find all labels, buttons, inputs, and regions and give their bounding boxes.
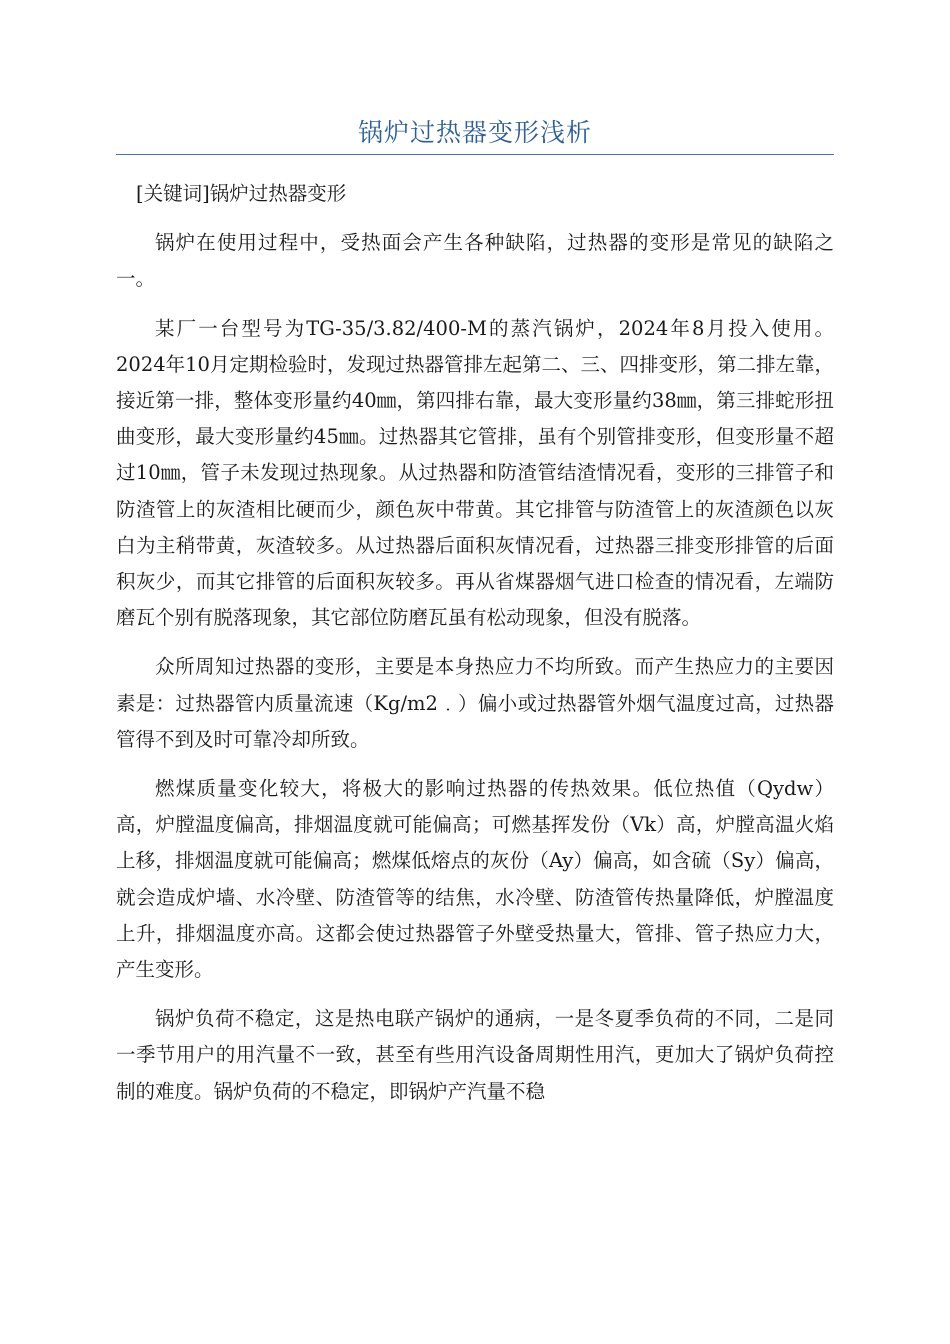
document-page <box>116 0 834 1123</box>
keywords-line: [关键词]锅炉过热器变形 <box>136 182 347 205</box>
paragraph-4: 燃煤质量变化较大，将极大的影响过热器的传热效果。低位热值（Qydw）高，炉膛温度偏高，排烟温度就可能偏高；可燃基挥发份（Vk）高，炉膛高温火焰上移，排烟温度就可能偏高；燃煤低熔点的灰份（Ay）偏高，如含硫（Sy）偏高，就会造成炉墙、水冷壁、防渣管等的结焦，水冷壁、防渣管传热量降低，炉膛温度上升，排烟温度亦高。这都会使过热器管子外壁受热量大，管排、管子热应力大，产生变形。 <box>116 777 834 982</box>
paragraph-3: 众所周知过热器的变形，主要是本身热应力不均所致。而产生热应力的主要因素是：过热器管内质量流速（Kg/m2﹒）偏小或过热器管外烟气温度过高，过热器管得不到及时可靠冷却所致。 <box>116 655 834 751</box>
paragraph-2: 某厂一台型号为TG-35/3.82/400-M的蒸汽锅炉，2024年8月投入使用。2024年10月定期检验时，发现过热器管排左起第二、三、四排变形，第二排左靠，接近第一排，整体变形量约40㎜，第四排右靠，最大变形量约38㎜，第三排蛇形扭曲变形，最大变形量约45㎜。过热器其它管排，虽有个别管排变形，但变形量不超过10㎜，管子未发现过热现象。从过热器和防渣管结渣情况看，变形的三排管子和防渣管上的灰渣相比硬而少，颜色灰中带黄。其它排管与防渣管上的灰渣颜色以灰白为主稍带黄，灰渣较多。从过热器后面积灰情况看，过热器三排变形排管的后面积灰少，而其它排管的后面积灰较多。再从省煤器烟气进口检查的情况看，左端防磨瓦个别有脱落现象，其它部位防磨瓦虽有松动现象，但没有脱落。 <box>116 316 834 630</box>
page-title: 锅炉过热器变形浅析 <box>357 118 592 147</box>
paragraph-5: 锅炉负荷不稳定，这是热电联产锅炉的通病，一是冬夏季负荷的不同，二是同一季节用户的用汽量不一致，甚至有些用汽设备周期性用汽，更加大了锅炉负荷控制的难度。锅炉负荷的不稳定，即锅炉产汽量不稳 <box>116 1007 834 1103</box>
paragraph-1: 锅炉在使用过程中，受热面会产生各种缺陷，过热器的变形是常见的缺陷之一。 <box>116 231 834 291</box>
document-body <box>116 176 834 1110</box>
title-underline <box>116 154 834 155</box>
